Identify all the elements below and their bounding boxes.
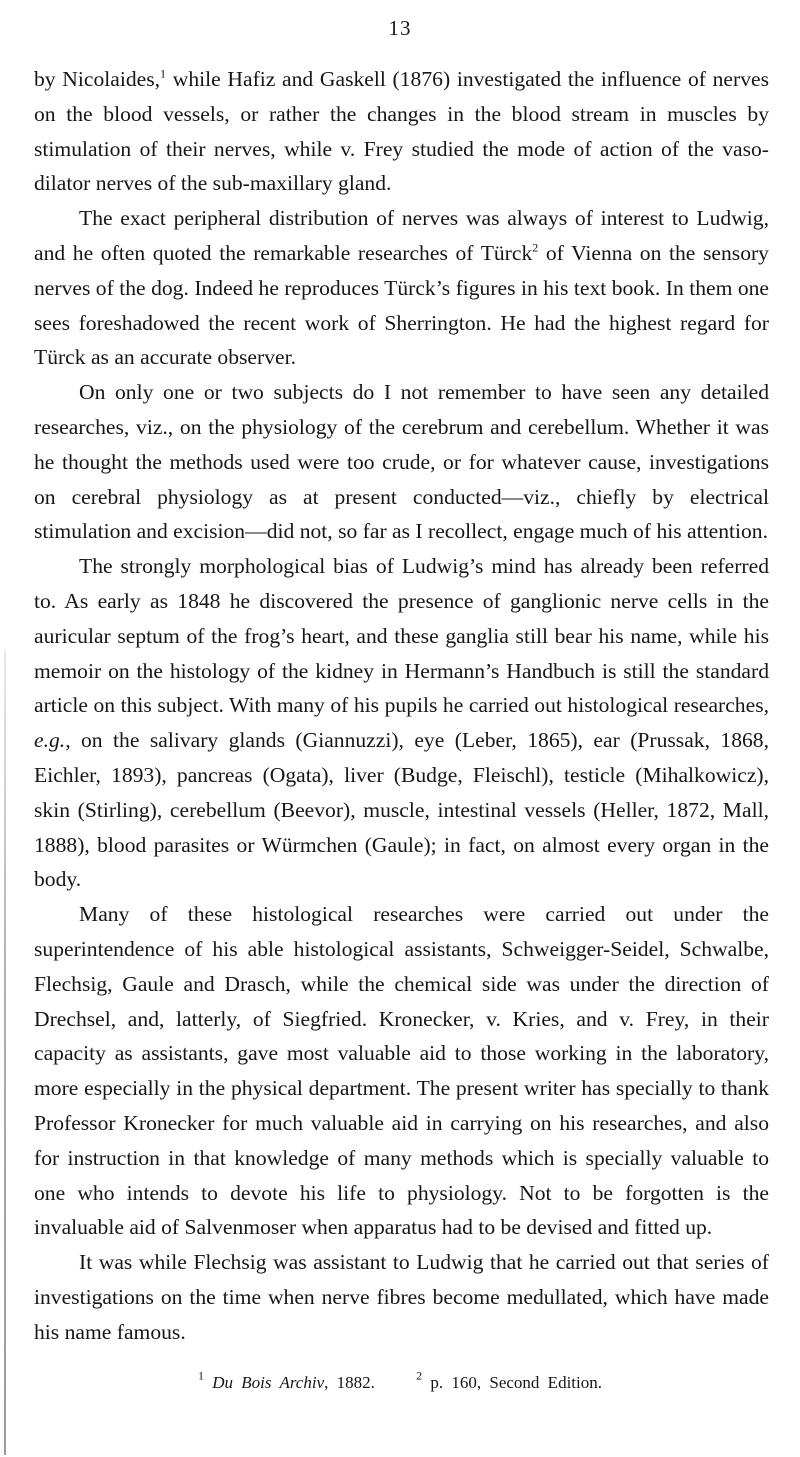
paragraph	[34, 201, 769, 375]
body-text	[34, 62, 769, 1349]
footnote	[198, 1368, 375, 1392]
footnote-spacer	[375, 1373, 416, 1392]
text-run: by Nicolaides,	[34, 67, 161, 91]
text-run: p. 160, Second Edition.	[422, 1373, 602, 1392]
text-run: It was while Flechsig was assistant to Ludwig that he carried out that series of investigations on the time when nerve fibres become medullated, which have made his name famous.	[34, 1250, 769, 1344]
paragraph	[34, 549, 769, 897]
paragraph	[34, 897, 769, 1245]
paragraph	[34, 62, 769, 201]
page-number: 13	[388, 16, 412, 40]
text-run: On only one or two subjects do I not remember to have seen any detailed researches, viz., on the physiology of the cerebrum and cerebellum. Whether it was he thought the methods used were too crude, or for whatever cause, investigations on cerebral physiology as at present conducted—viz., chiefly by electrical stimulation and excision—did not, so far as I recollect, engage much of his attention.	[34, 380, 769, 544]
text-run: Many of these histological researches were carried out under the superintendence of his able histological assistants, Schweigger-Seidel, Schwalbe, Flechsig, Gaule and Drasch, while the chemical side was under the direction of Drechsel, and, latterly, of Siegfried. Kronecker, v. Kries, and v. Frey, in their capacity as assistants, gave most valuable aid to those working in the laboratory, more especially in the physical department. The present writer has specially to thank Professor Kronecker for much valuable aid in carrying on his researches, and also for instruction in that knowledge of many methods which is specially valuable to one who intends to devote his life to physiology. Not to be forgotten is the invaluable aid of Salvenmoser when apparatus had to be devised and fitted up.	[34, 902, 769, 1240]
footnote	[416, 1368, 602, 1392]
text-run: , 1882.	[324, 1373, 375, 1392]
text-run: , on the salivary glands (Giannuzzi), eye (Leber, 1865), ear (Prussak, 1868, Eichler, 1893), pancreas (Ogata), liver (Budge, Fleischl), testicle (Mihalkowicz), skin (Stirling), cerebellum (Beevor), muscle, intestinal vessels (Heller, 1872, Mall, 1888), blood parasites or Würmchen (Gaule); in fact, on almost every organ in the body.	[34, 728, 769, 892]
italic-text: Du Bois Archiv	[212, 1373, 325, 1392]
italic-text: e.g.	[34, 728, 66, 753]
footnote-marker: 2	[416, 1368, 423, 1383]
text-run: The strongly morphological bias of Ludwig’s mind has already been referred to. As early as 1848 he discovered the presence of ganglionic nerve cells in the auricular septum of the frog’s heart, and these ganglia still bear his name, while his memoir on the histology of the kidney in Hermann’s Handbuch is still the standard article on this subject. With many of his pupils he carried out histological researches,	[34, 554, 769, 718]
paragraph	[34, 375, 769, 549]
text-run: The exact peripheral distribution of nerves was always of interest to Ludwig, and he often quoted the remarkable researches of Türck	[34, 206, 769, 265]
footnote-marker: 1	[198, 1368, 204, 1383]
footnotes	[0, 1368, 800, 1393]
text-run	[204, 1373, 212, 1392]
text-run: of Vienna on the sensory nerves of the dog. Indeed he reproduces Türck’s figures in his text book. In them one sees foreshadowed the recent work of Sherrington. He had the highest regard for Türck as an accurate observer.	[34, 240, 769, 370]
text-run: while Hafiz and Gaskell (1876) investigated the influence of nerves on the blood vessels, or rather the changes in the blood stream in muscles by stimulation of their nerves, while v. Frey studied the mode of action of the vaso-dilator nerves of the sub-maxillary gland.	[34, 67, 769, 196]
footnote-marker: 1	[160, 66, 167, 81]
footnote-marker: 2	[532, 240, 539, 255]
scan-edge-line	[4, 650, 6, 1455]
paragraph	[34, 1245, 769, 1349]
